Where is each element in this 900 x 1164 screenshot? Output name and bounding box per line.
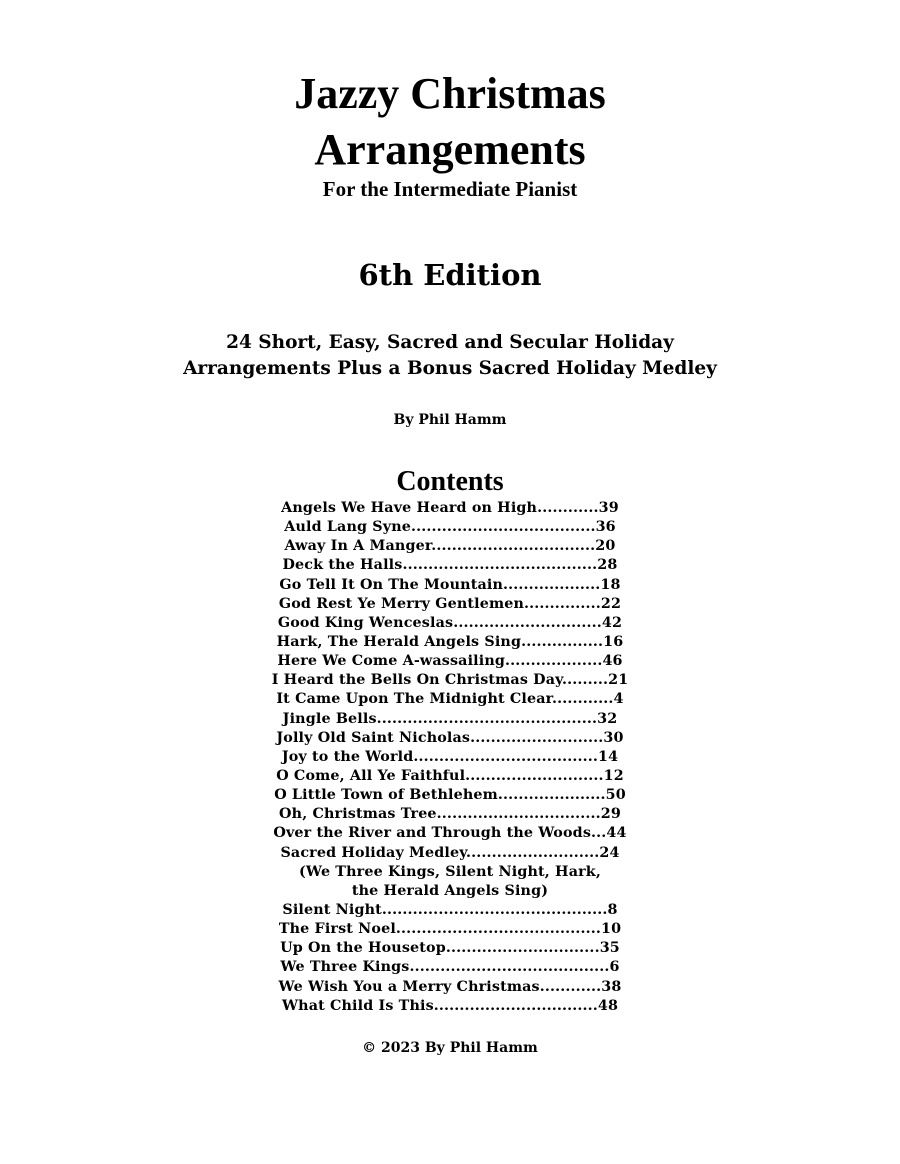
toc-entry: O Little Town of Bethlehem.....................50 [274, 787, 626, 804]
toc-entry: Over the River and Through the Woods...44 [273, 825, 627, 842]
toc-entry: It Came Upon The Midnight Clear............4 [276, 691, 624, 708]
toc-entry: Silent Night............................................8 [282, 901, 618, 918]
toc-medley-note: (We Three Kings, Silent Night, Hark, [298, 863, 601, 880]
toc-entry: O Come, All Ye Faithful...........................12 [276, 767, 624, 784]
edition: 6th Edition [358, 258, 542, 292]
toc-entry: We Wish You a Merry Christmas............38 [278, 978, 622, 995]
toc-medley-note: the Herald Angels Sing) [351, 882, 549, 899]
toc-entry: Deck the Halls......................................28 [282, 557, 618, 574]
toc-entry: Away In A Manger................................20 [284, 538, 616, 555]
title-line-1: Jazzy Christmas [294, 69, 606, 118]
toc-entry: Jolly Old Saint Nicholas..........................30 [276, 729, 624, 746]
byline: By Phil Hamm [393, 412, 507, 428]
contents-heading: Contents [396, 466, 504, 497]
title-line-2: Arrangements [314, 125, 586, 174]
toc-entry: What Child Is This................................48 [281, 997, 619, 1014]
toc-entry: Sacred Holiday Medley..........................24 [280, 844, 620, 861]
toc-entry: Up On the Housetop..............................35 [280, 940, 620, 957]
toc-entry: I Heard the Bells On Christmas Day.........21 [271, 672, 629, 689]
toc-entry: Jingle Bells...........................................32 [282, 710, 618, 727]
toc-entry: We Three Kings.......................................6 [280, 959, 620, 976]
toc-entry: Hark, The Herald Angels Sing................16 [276, 633, 624, 650]
toc-entry: God Rest Ye Merry Gentlemen...............22 [278, 595, 622, 612]
toc-entry: Auld Lang Syne....................................36 [284, 519, 616, 536]
toc-entry: Angels We Have Heard on High............39 [281, 500, 619, 516]
description-line-2: Arrangements Plus a Bonus Sacred Holiday Medley [183, 358, 717, 379]
subtitle: For the Intermediate Pianist [322, 177, 578, 201]
table-of-contents [0, 499, 900, 1016]
copyright: © 2023 By Phil Hamm [362, 1040, 538, 1056]
toc-entry: Oh, Christmas Tree................................29 [279, 806, 621, 823]
description-line-1: 24 Short, Easy, Sacred and Secular Holiday [226, 332, 674, 353]
toc-entry: The First Noel........................................10 [278, 921, 622, 938]
toc-entry: Joy to the World....................................14 [281, 748, 619, 765]
toc-entry: Good King Wenceslas.............................42 [277, 614, 623, 631]
toc-entry: Go Tell It On The Mountain...................18 [279, 576, 621, 593]
toc-entry: Here We Come A-wassailing...................46 [277, 653, 623, 670]
